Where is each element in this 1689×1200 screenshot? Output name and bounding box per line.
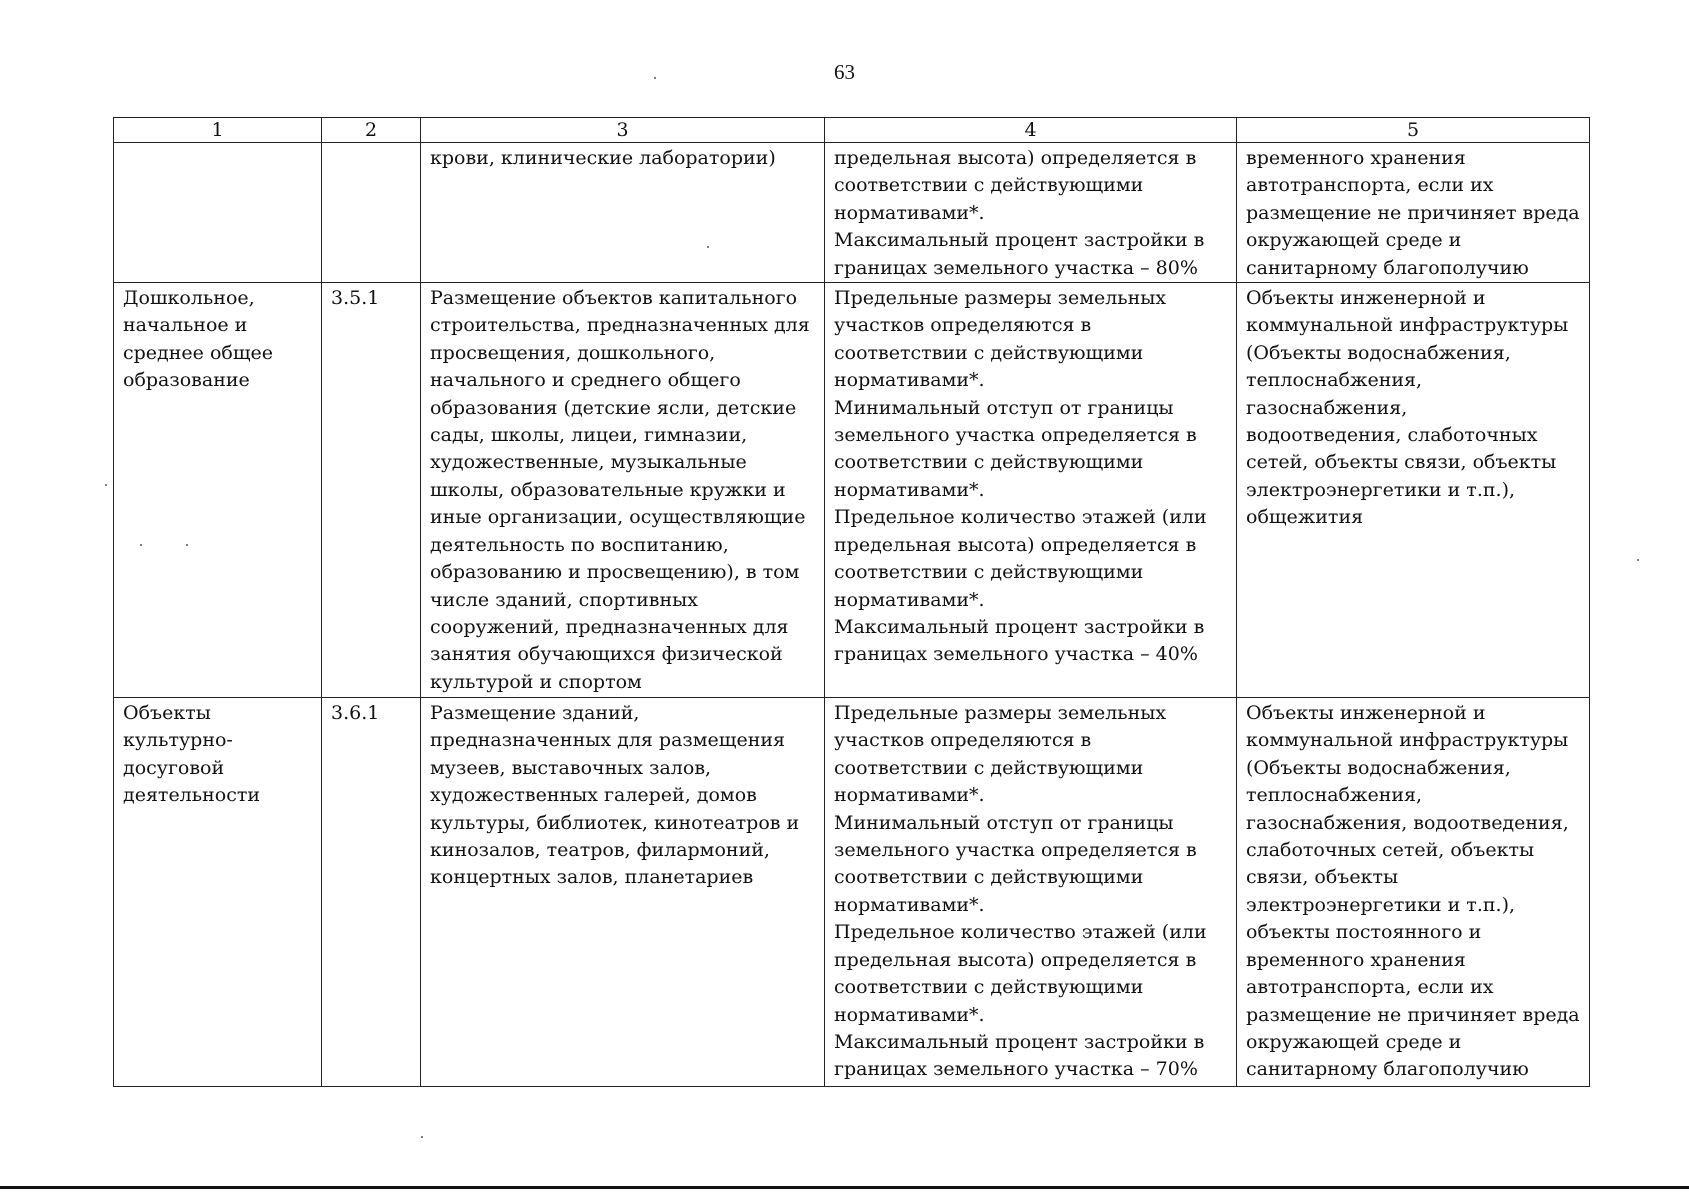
table-row — [114, 283, 1590, 698]
cell-use-description: крови, клинические лаборатории) — [421, 143, 825, 283]
cell-use-description: Размещение объектов капитального строительства, предназначенных для просвещения, дошкольного, начального и среднего общего образования (детские ясли, детские сады, школы, лицеи, гимназии, художественные, музыкальные школы, образовательные кружки и иные организации, осуществляющие деятельность по воспитанию, образованию и просвещению), в том числе зданий, спортивных сооружений, предназначенных для занятия обучающихся физической культурой и спортом — [421, 283, 825, 698]
cell-use-description: Размещение зданий, предназначенных для размещения музеев, выставочных залов, художественных галерей, домов культуры, библиотек, кинотеатров и кинозалов, театров, филармоний, концертных залов, планетариев — [421, 698, 825, 1087]
table-row — [114, 698, 1590, 1087]
page-number: 63 — [834, 60, 855, 84]
table-header-row — [114, 118, 1590, 143]
cell-use-name — [114, 143, 322, 283]
cell-use-name: Дошкольное, начальное и среднее общее образование — [114, 283, 322, 698]
cell-parameters: предельная высота) определяется в соответствии с действующими нормативами*. Максимальный процент застройки в границах земельного участка – 80% — [825, 143, 1237, 283]
cell-auxiliary-uses: временного хранения автотранспорта, если их размещение не причиняет вреда окружающей среде и санитарному благополучию — [1237, 143, 1590, 283]
scan-speck — [140, 544, 142, 546]
cell-use-code: 3.6.1 — [322, 698, 421, 1087]
scan-speck — [186, 544, 188, 546]
column-header-4: 4 — [825, 118, 1237, 143]
column-header-2: 2 — [322, 118, 421, 143]
bottom-rule — [0, 1186, 1689, 1189]
cell-auxiliary-uses: Объекты инженерной и коммунальной инфраструктуры (Объекты водоснабжения, теплоснабжения, газоснабжения, водоотведения, слаботочных сетей, объекты связи, объекты электроэнергетики и т.п.), объекты постоянного и временного хранения автотранспорта, если их размещение не причиняет вреда окружающей среде и санитарному благополучию — [1237, 698, 1590, 1087]
column-header-5: 5 — [1237, 118, 1590, 143]
table-row — [114, 143, 1590, 283]
scan-speck — [707, 246, 709, 248]
scan-speck — [654, 77, 656, 79]
scan-speck — [421, 1136, 423, 1138]
column-header-3: 3 — [421, 118, 825, 143]
scan-speck — [1637, 559, 1639, 561]
cell-use-code: 3.5.1 — [322, 283, 421, 698]
cell-use-name: Объекты культурно- досуговой деятельности — [114, 698, 322, 1087]
cell-use-code — [322, 143, 421, 283]
cell-parameters: Предельные размеры земельных участков определяются в соответствии с действующими нормативами*. Минимальный отступ от границы земельного участка определяется в соответствии с действующими нормативами*. Предельное количество этажей (или предельная высота) определяется в соответствии с действующими нормативами*. Максимальный процент застройки в границах земельного участка – 70% — [825, 698, 1237, 1087]
column-header-1: 1 — [114, 118, 322, 143]
cell-parameters: Предельные размеры земельных участков определяются в соответствии с действующими нормативами*. Минимальный отступ от границы земельного участка определяется в соответствии с действующими нормативами*. Предельное количество этажей (или предельная высота) определяется в соответствии с действующими нормативами*. Максимальный процент застройки в границах земельного участка – 40% — [825, 283, 1237, 698]
scan-speck — [105, 484, 107, 486]
cell-auxiliary-uses: Объекты инженерной и коммунальной инфраструктуры (Объекты водоснабжения, теплоснабжения, газоснабжения, водоотведения, слаботочных сетей, объекты связи, объекты электроэнергетики и т.п.), общежития — [1237, 283, 1590, 698]
land-use-table — [113, 117, 1590, 1087]
